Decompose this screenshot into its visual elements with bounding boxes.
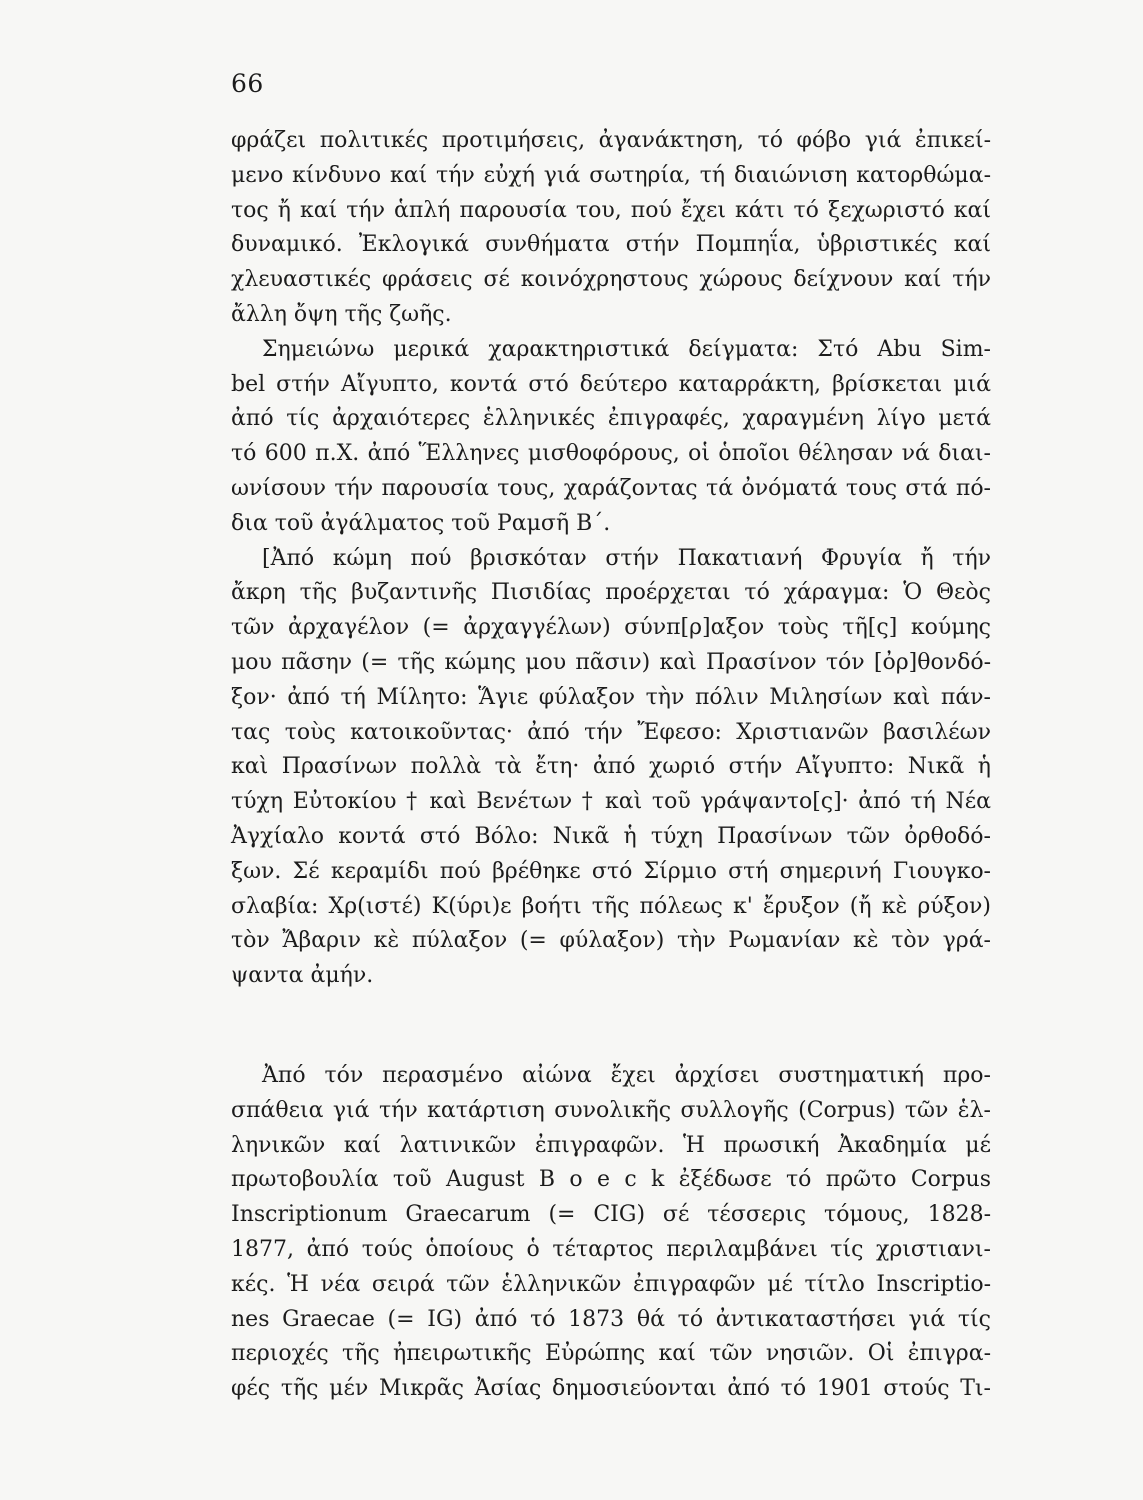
text-line: ξον· ἀπό τή Μίλητο: Ἅγιε φύλαξον τὴν πόλιν Μιλησίων καὶ πάν- — [231, 684, 991, 710]
text-block-corpus — [231, 1059, 991, 1407]
text-line: ξων. Σέ κεραμίδι πού βρέθηκε στό Σίρμιο στή σημερινή Γιουγκο- — [231, 858, 991, 884]
text-line: πρωτοβουλία τοῦ August B o e c k ἐξέδωσε τό πρῶτο Corpus — [231, 1167, 991, 1193]
text-line: περιοχές τῆς ἠπειρωτικῆς Εὐρώπης καί τῶν νησιῶν. Οἱ ἐπιγρα- — [231, 1341, 991, 1367]
text-line: Σημειώνω μερικά χαρακτηριστικά δείγματα: Στό Abu Sim- — [262, 336, 991, 362]
text-line: φράζει πολιτικές προτιμήσεις, ἀγανάκτηση, τό φόβο γιά ἐπικεί- — [231, 128, 991, 153]
text-line: δυναμικό. Ἐκλογικά συνθήματα στήν Πομπηΐα, ὑβριστικές καί — [231, 232, 991, 258]
text-line: σλαβία: Χρ(ιστέ) Κ(ύρι)ε βοήτι τῆς πόλεως κ' ἔρυξον (ἤ κὲ ρύξον) — [231, 893, 991, 919]
text-line: τύχη Εὐτοκίου † καὶ Βενέτων † καὶ τοῦ γράψαντο[ς]· ἀπό τή Νέα — [231, 789, 991, 815]
page-number: 66 — [231, 69, 264, 98]
text-line: Inscriptionum Graecarum (= CIG) σέ τέσσερις τόμους, 1828- — [231, 1202, 991, 1228]
text-block-inscriptions — [231, 124, 991, 994]
text-line: δια τοῦ ἀγάλματος τοῦ Ραμσῆ Β΄. — [231, 510, 611, 536]
text-line: bel στήν Αἴγυπτο, κοντά στό δεύτερο καταρράκτη, βρίσκεται μιά — [231, 371, 991, 397]
text-line: 1877, ἀπό τούς ὁποίους ὁ τέταρτος περιλαμβάνει τίς χριστιανι- — [231, 1236, 991, 1262]
text-line: καὶ Πρασίνων πολλὰ τὰ ἔτη· ἀπό χωριό στήν Αἴγυπτο: Νικᾶ ἡ — [231, 754, 991, 780]
text-line: μενο κίνδυνο καί τήν εὐχή γιά σωτηρία, τή διαιώνιση κατορθώμα- — [231, 162, 991, 188]
text-line: Ἀγχίαλο κοντά στό Βόλο: Νικᾶ ἡ τύχη Πρασίνων τῶν ὀρθοδό- — [231, 823, 991, 849]
text-line: τῶν ἀρχαγέλον (= ἀρχαγγέλων) σύνπ[ρ]αξον τοὺς τῆ[ς] κούμης — [231, 615, 991, 641]
text-line: τό 600 π.Χ. ἀπό Ἕλληνες μισθοφόρους, οἱ ὁποῖοι θέλησαν νά διαι- — [231, 441, 991, 467]
text-line: ἄλλη ὄψη τῆς ζωῆς. — [231, 301, 452, 327]
text-line: ἀπό τίς ἀρχαιότερες ἑλληνικές ἐπιγραφές, χαραγμένη λίγο μετά — [231, 406, 991, 432]
text-line: φές τῆς μέν Μικρᾶς Ἀσίας δημοσιεύονται ἀπό τό 1901 στούς Τι- — [231, 1376, 991, 1402]
text-line: [Ἀπό κώμη πού βρισκόταν στήν Πακατιανή Φρυγία ἤ τήν — [262, 545, 991, 571]
text-line: nes Graecae (= IG) ἀπό τό 1873 θά τό ἀντικαταστήσει γιά τίς — [231, 1306, 991, 1332]
text-line: ἄκρη τῆς βυζαντινῆς Πισιδίας προέρχεται τό χάραγμα: Ὁ Θεὸς — [231, 580, 991, 606]
text-line: τος ἤ καί τήν ἁπλή παρουσία του, πού ἔχει κάτι τό ξεχωριστό καί — [231, 197, 991, 223]
text-line: ωνίσουν τήν παρουσία τους, χαράζοντας τά ὀνόματά τους στά πό- — [231, 475, 991, 501]
text-line: χλευαστικές φράσεις σέ κοινόχρηστους χώρους δείχνουν καί τήν — [231, 267, 991, 293]
text-line: μου πᾶσην (= τῆς κώμης μου πᾶσιν) καὶ Πρασίνον τόν [ὀρ]θονδό- — [231, 649, 991, 675]
text-line: τας τοὺς κατοικοῦντας· ἀπό τήν Ἔφεσο: Χριστιανῶν βασιλέων — [231, 719, 991, 745]
text-line: ψαντα ἀμήν. — [231, 963, 374, 989]
text-line: κές. Ἡ νέα σειρά τῶν ἑλληνικῶν ἐπιγραφῶν μέ τίτλο Inscriptio- — [231, 1271, 991, 1297]
text-line: ληνικῶν καί λατινικῶν ἐπιγραφῶν. Ἡ πρωσική Ἀκαδημία μέ — [231, 1132, 991, 1158]
text-line: σπάθεια γιά τήν κατάρτιση συνολικῆς συλλογῆς (Corpus) τῶν ἑλ- — [231, 1097, 991, 1123]
text-line: Ἀπό τόν περασμένο αἰώνα ἔχει ἀρχίσει συστηματική προ- — [262, 1063, 991, 1088]
text-line: τὸν Ἄβαριν κὲ πύλαξον (= φύλαξον) τὴν Ρωμανίαν κὲ τὸν γρά- — [231, 928, 991, 954]
